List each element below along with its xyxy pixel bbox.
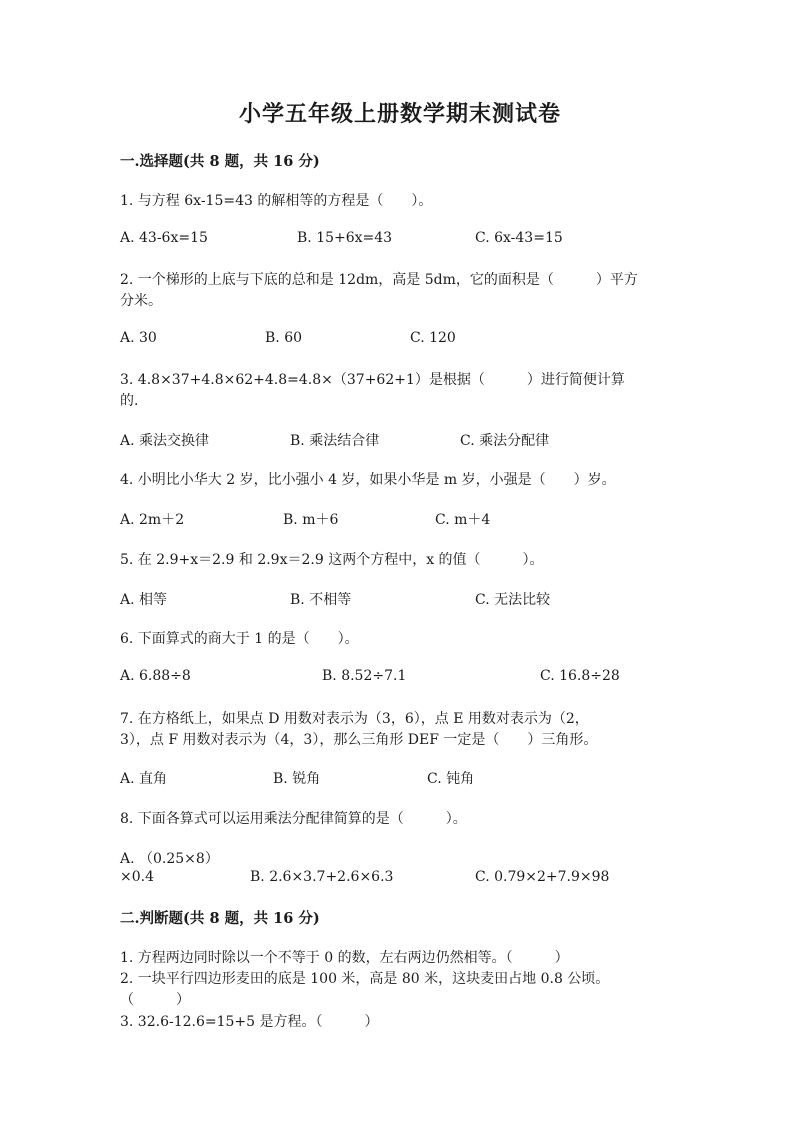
question-5-text: 5. 在 2.9+x＝2.9 和 2.9x＝2.9 这两个方程中，x 的值（ ）。 — [120, 552, 544, 568]
question-6-text: 6. 下面算式的商大于 1 的是（ ）。 — [120, 631, 359, 647]
question-5-option-a: A. 相等 — [120, 592, 168, 608]
question-8-text: 8. 下面各算式可以运用乘法分配律简算的是（ ）。 — [120, 811, 467, 827]
question-1-option-a: A. 43-6x=15 — [120, 230, 208, 246]
question-7-text: 7. 在方格纸上，如果点 D 用数对表示为（3，6），点 E 用数对表示为（2， — [120, 711, 589, 727]
question-8-option-c: C. 0.79×2+7.9×98 — [475, 869, 610, 885]
question-1-text: 1. 与方程 6x-15=43 的解相等的方程是（ ）。 — [120, 193, 433, 209]
question-4-option-c: C. m＋4 — [435, 512, 491, 528]
question-1-option-b: B. 15+6x=43 — [297, 230, 393, 246]
question-5-option-c: C. 无法比较 — [475, 592, 551, 608]
question-4-option-a: A. 2m＋2 — [120, 512, 185, 528]
question-8-option-a: A. （0.25×8） — [120, 851, 219, 867]
question-6-option-c: C. 16.8÷28 — [540, 668, 620, 684]
question-3-option-b: B. 乘法结合律 — [290, 433, 380, 449]
question-5-option-b: B. 不相等 — [290, 592, 352, 608]
question-2-option-a: A. 30 — [120, 330, 157, 346]
judgement-1-text: 1. 方程两边同时除以一个不等于 0 的数，左右两边仍然相等。（ ） — [120, 950, 569, 966]
question-7-option-a: A. 直角 — [120, 771, 168, 787]
question-6-option-a: A. 6.88÷8 — [120, 668, 191, 684]
question-8-option-b: B. 2.6×3.7+2.6×6.3 — [250, 869, 394, 885]
question-4-text: 4. 小明比小华大 2 岁，比小强小 4 岁，如果小华是 m 岁，小强是（ ）岁。 — [120, 472, 616, 488]
question-4-option-b: B. m＋6 — [283, 512, 339, 528]
question-7-option-b: B. 锐角 — [273, 771, 321, 787]
question-3-option-c: C. 乘法分配律 — [460, 433, 550, 449]
question-2-text-cont: 分米。 — [120, 293, 162, 309]
question-7-text-cont: 3），点 F 用数对表示为（4，3），那么三角形 DEF 一定是（ ）三角形。 — [120, 732, 598, 748]
question-3-text-cont: 的. — [120, 393, 139, 409]
question-3-text: 3. 4.8×37+4.8×62+4.8=4.8×（37+62+1）是根据（ ）进行简便计算 — [120, 372, 625, 388]
question-3-option-a: A. 乘法交换律 — [120, 433, 210, 449]
question-2-option-c: C. 120 — [410, 330, 456, 346]
judgement-3-text: 3. 32.6-12.6=15+5 是方程。（ ） — [120, 1014, 379, 1030]
question-8-option-a-cont: ×0.4 — [120, 869, 154, 885]
exam-title: 小学五年级上册数学期末测试卷 — [238, 101, 561, 127]
section-heading-choice: 一.选择题(共 8 题，共 16 分) — [120, 153, 320, 170]
question-2-text: 2. 一个梯形的上底与下底的总和是 12dm，高是 5dm，它的面积是（ ）平方 — [120, 272, 638, 288]
question-7-option-c: C. 钝角 — [427, 771, 475, 787]
section-heading-judgement: 二.判断题(共 8 题，共 16 分) — [120, 910, 320, 927]
question-1-option-c: C. 6x-43=15 — [475, 230, 563, 246]
question-6-option-b: B. 8.52÷7.1 — [322, 668, 407, 684]
judgement-2-text: 2. 一块平行四边形麦田的底是 100 米，高是 80 米，这块麦田占地 0.8 公顷。 — [120, 971, 610, 987]
judgement-2-text-cont: （ ） — [120, 992, 190, 1008]
question-2-option-b: B. 60 — [265, 330, 303, 346]
